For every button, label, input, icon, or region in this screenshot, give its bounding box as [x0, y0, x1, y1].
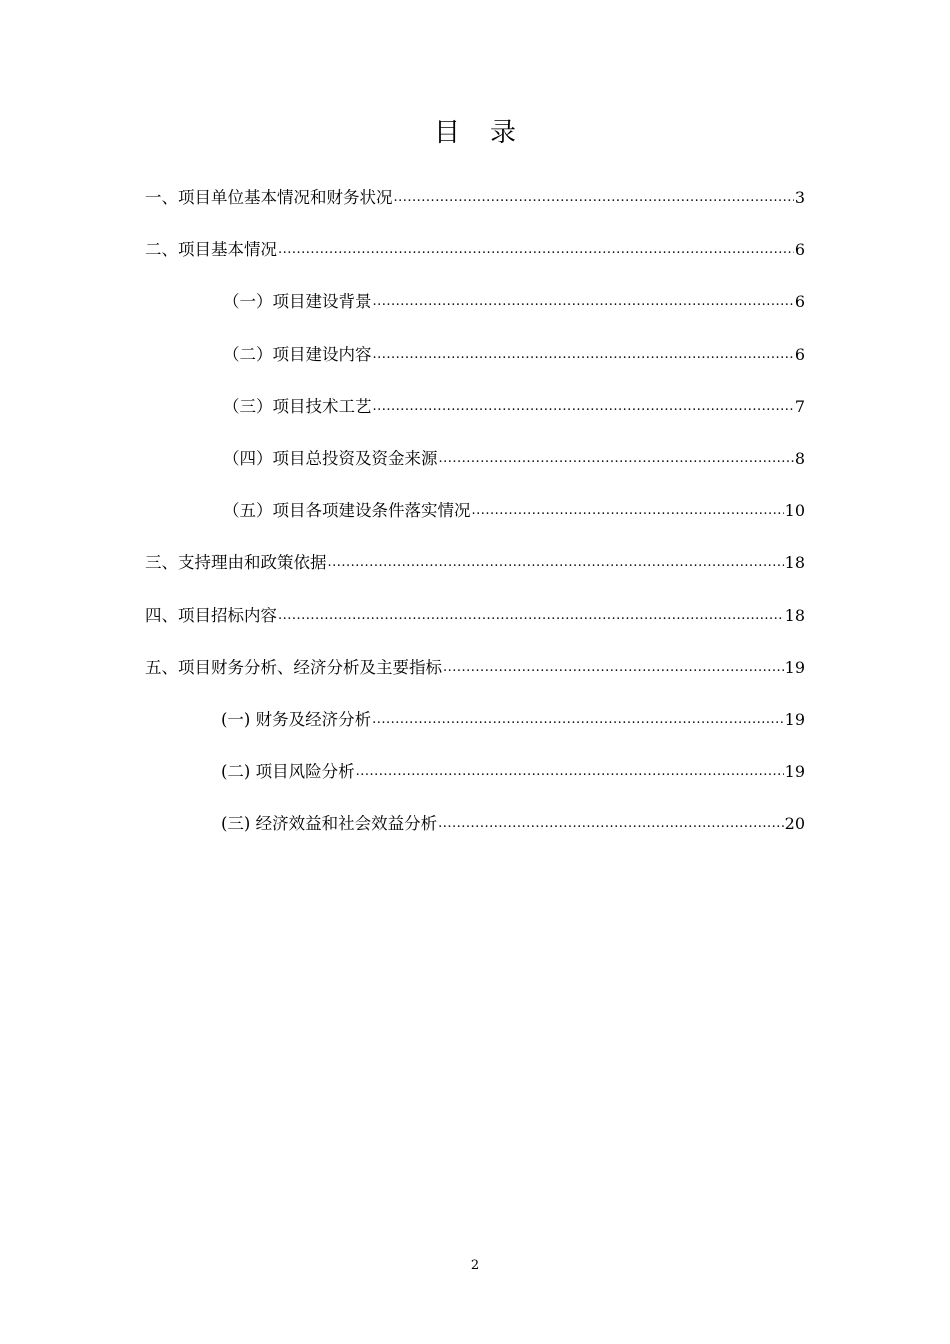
- toc-entry-text: (二) 项目风险分析: [221, 762, 355, 782]
- toc-entry-page: 20: [784, 814, 805, 834]
- toc-entry-text: 三、支持理由和政策依据: [145, 553, 327, 573]
- page-number: 2: [470, 1258, 480, 1273]
- toc-leader: [278, 235, 794, 265]
- toc-leader: [394, 183, 794, 213]
- toc-entry-page: 7: [794, 396, 805, 416]
- toc-entry-page: 18: [784, 605, 805, 625]
- toc-entry-page: 6: [794, 344, 805, 364]
- toc-leader: [328, 548, 784, 578]
- toc-entry-text: 五、项目财务分析、经济分析及主要指标: [145, 657, 442, 677]
- toc-entry[interactable]: [0, 757, 950, 809]
- toc-entry-page: 18: [784, 553, 805, 573]
- toc-entry[interactable]: [0, 548, 950, 600]
- toc-leader: [472, 496, 784, 526]
- toc-entry-text: (三) 经济效益和社会效益分析: [221, 814, 438, 834]
- toc-entry[interactable]: [0, 705, 950, 757]
- toc-title: [0, 112, 950, 149]
- toc-entry-text: 二、项目基本情况: [145, 240, 277, 260]
- toc-title-char: 录: [490, 118, 517, 148]
- toc-entry-page: 19: [784, 657, 805, 677]
- toc-entry-text: （三）项目技术工艺: [223, 396, 372, 416]
- toc-entry[interactable]: [0, 444, 950, 496]
- toc-entry-page: 10: [784, 501, 805, 521]
- toc-leader: [373, 340, 794, 370]
- toc-entry-text: 四、项目招标内容: [145, 605, 277, 625]
- toc-entry-text: (一) 财务及经济分析: [221, 709, 372, 729]
- toc-leader: [439, 444, 794, 474]
- toc-entry[interactable]: [0, 496, 950, 548]
- toc-entry-page: 3: [794, 188, 805, 207]
- toc-leader: [443, 653, 784, 683]
- toc-entry[interactable]: [0, 287, 950, 339]
- toc-leader: [356, 757, 784, 787]
- toc-entry-page: 19: [784, 762, 805, 782]
- toc-leader: [373, 392, 794, 422]
- toc-entry[interactable]: [0, 183, 950, 235]
- toc-leader: [372, 705, 784, 735]
- toc-entry[interactable]: [0, 235, 950, 287]
- toc-entry-text: 一、项目单位基本情况和财务状况: [145, 188, 393, 207]
- toc-entry-text: （四）项目总投资及资金来源: [223, 448, 438, 468]
- toc-leader: [373, 287, 794, 317]
- toc-entry-page: 8: [794, 448, 805, 468]
- toc-entry-text: （二）项目建设内容: [223, 344, 372, 364]
- toc-leader: [438, 809, 784, 839]
- toc-entry[interactable]: [0, 340, 950, 392]
- toc-entry-text: （一）项目建设背景: [223, 292, 372, 312]
- toc-leader: [278, 601, 784, 631]
- toc-entry[interactable]: [0, 653, 950, 705]
- toc-entry-text: （五）项目各项建设条件落实情况: [223, 501, 471, 521]
- toc-list: [0, 183, 950, 861]
- toc-entry-page: 6: [794, 240, 805, 260]
- toc-entry-page: 19: [784, 709, 805, 729]
- toc-entry[interactable]: [0, 809, 950, 861]
- toc-entry[interactable]: [0, 392, 950, 444]
- toc-title-char: 目: [433, 118, 460, 148]
- toc-entry[interactable]: [0, 601, 950, 653]
- toc-entry-page: 6: [794, 292, 805, 312]
